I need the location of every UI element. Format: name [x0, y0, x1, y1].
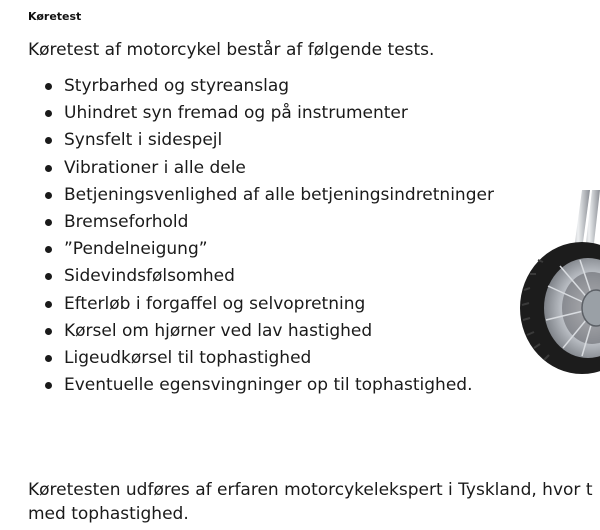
- page-title: Køretest: [28, 10, 82, 23]
- list-item: Efterløb i forgaffel og selvopretning: [64, 291, 534, 318]
- list-item: Bremseforhold: [64, 209, 534, 236]
- list-item: Uhindret syn fremad og på instrumenter: [64, 100, 534, 127]
- list-item: Synsfelt i sidespejl: [64, 127, 534, 154]
- motorcycle-wheel-illustration: [508, 190, 600, 375]
- closing-line-2: med tophastighed.: [28, 504, 189, 524]
- closing-paragraph: [28, 478, 600, 526]
- list-item: Sidevindsfølsomhed: [64, 263, 534, 290]
- list-item: Styrbarhed og styreanslag: [64, 73, 534, 100]
- list-item: ”Pendelneigung”: [64, 236, 534, 263]
- closing-line-1: Køretesten udføres af erfaren motorcykelekspert i Tyskland, hvor t: [28, 480, 593, 500]
- list-item: Eventuelle egensvingninger op til tophastighed.: [64, 372, 534, 399]
- list-item: Betjeningsvenlighed af alle betjeningsindretninger: [64, 182, 534, 209]
- list-item: Vibrationer i alle dele: [64, 155, 534, 182]
- intro-paragraph: Køretest af motorcykel består af følgende tests.: [28, 40, 435, 60]
- list-item: Kørsel om hjørner ved lav hastighed: [64, 318, 534, 345]
- list-item: Ligeudkørsel til tophastighed: [64, 345, 534, 372]
- tests-list: [40, 73, 534, 399]
- motorcycle-image: [508, 190, 600, 375]
